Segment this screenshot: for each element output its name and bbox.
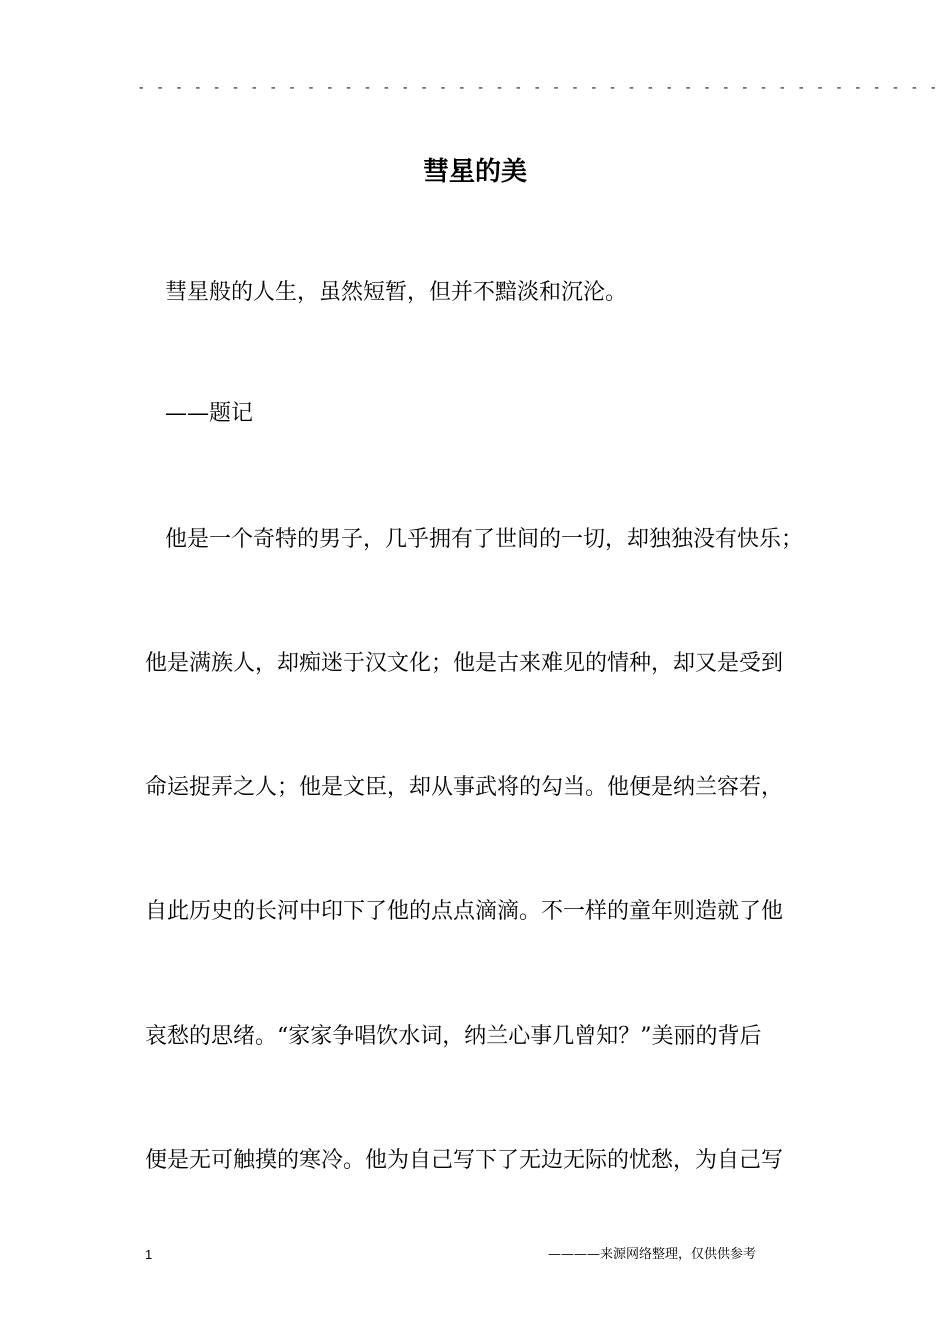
body-line-1: 他是一个奇特的男子，几乎拥有了世间的一切，却独独没有快乐；: [165, 527, 804, 552]
body-line-2: 他是满族人，却痴迷于汉文化；他是古来难见的情种，却又是受到: [145, 651, 784, 676]
header-dashed-rule: - - - - - - - - - - - - - - - - - - - - - - - - - - - - - - - - - - - - - - - - - - -: [137, 80, 939, 96]
body-line-6: 便是无可触摸的寒冷。他为自己写下了无边无际的忧愁，为自己写: [145, 1148, 784, 1173]
body-line-5: 哀愁的思绪。“家家争唱饮水词，纳兰心事几曾知？”美丽的背后: [145, 1024, 762, 1049]
epigraph-source: ——题记: [165, 401, 254, 426]
footer-page-number: 1: [145, 1247, 153, 1262]
body-line-4: 自此历史的长河中印下了他的点点滴滴。不一样的童年则造就了他: [145, 899, 784, 924]
epigraph-line: 彗星般的人生，虽然短暂，但并不黯淡和沉沦。: [165, 280, 628, 305]
footer-source-note: ————来源网络整理，仅供供参考: [548, 1247, 757, 1262]
document-title: 彗星的美: [422, 157, 527, 187]
body-line-3: 命运捉弄之人；他是文臣，却从事武将的勾当。他便是纳兰容若，: [145, 775, 784, 800]
